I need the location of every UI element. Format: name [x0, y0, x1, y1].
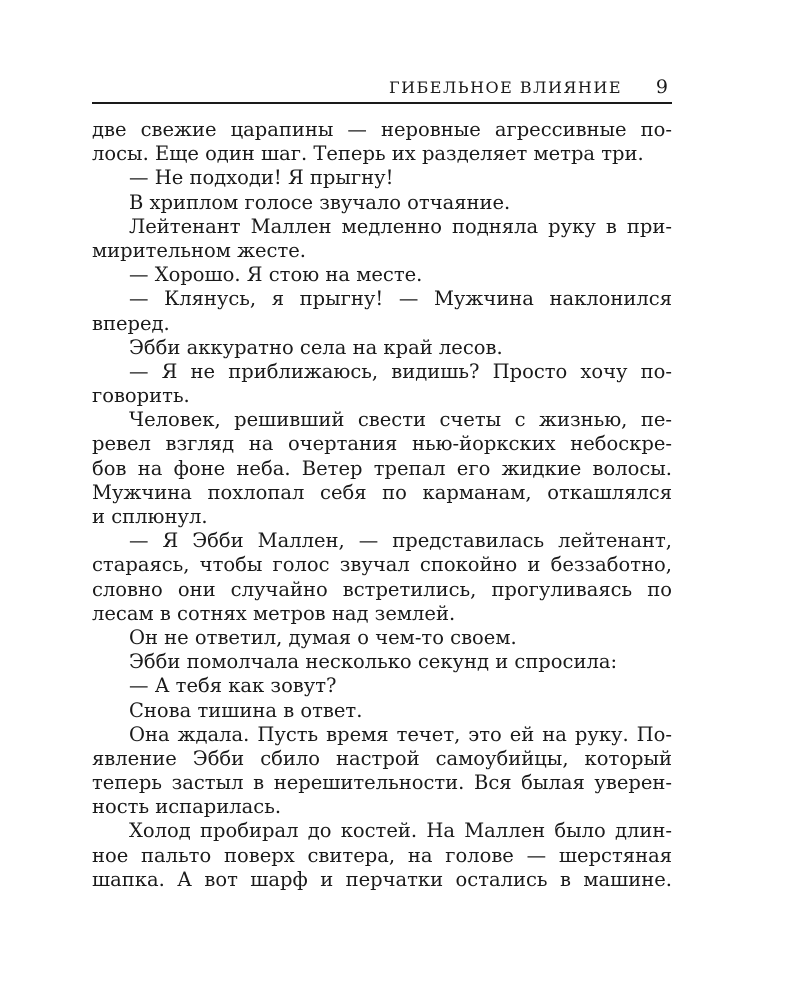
text-line: явление Эбби сбило настрой самоубийцы, который — [92, 746, 672, 770]
text-line: — Не подходи! Я прыгну! — [129, 166, 394, 190]
text-line: Он не ответил, думая о чем-то своем. — [129, 625, 517, 649]
text-line: Она ждала. Пусть время течет, это ей на руку. По- — [129, 722, 672, 746]
text-line: ность испарилась. — [92, 795, 282, 819]
text-line: мирительном жесте. — [92, 238, 307, 262]
text-line: и сплюнул. — [92, 505, 208, 528]
text-line: лосы. Еще один шаг. Теперь их разделяет метра три. — [92, 142, 644, 166]
text-line: Мужчина похлопал себя по карманам, откашлялся — [92, 480, 672, 504]
text-line: Эбби аккуратно села на край лесов. — [129, 335, 503, 359]
text-line: бов на фоне неба. Ветер трепал его жидкие волосы. — [92, 456, 672, 480]
text-line: две свежие царапины — неровные агрессивные по- — [92, 118, 672, 141]
text-line: — Я не приближаюсь, видишь? Просто хочу по- — [129, 359, 672, 383]
text-line: теперь застыл в нерешительности. Вся былая уверен- — [92, 771, 672, 795]
text-line: словно они случайно встретились, прогуливаясь по — [92, 577, 672, 601]
text-line: лесам в сотнях метров над землей. — [92, 601, 456, 625]
body-text — [92, 118, 672, 892]
text-line: — Клянусь, я прыгну! — Мужчина наклонился — [129, 287, 672, 311]
text-line: Холод пробирал до костей. На Маллен было длин- — [129, 819, 672, 843]
text-line: Лейтенант Маллен медленно подняла руку в при- — [129, 214, 672, 238]
text-line: Снова тишина в ответ. — [129, 698, 363, 722]
page-number: 9 — [655, 76, 668, 98]
text-line: шапка. А вот шарф и перчатки остались в машине. — [92, 867, 672, 891]
text-line: В хриплом голосе звучало отчаяние. — [129, 190, 511, 214]
text-line: — Я Эбби Маллен, — представилась лейтенант, — [129, 529, 672, 553]
running-title: ГИБЕЛЬНОЕ ВЛИЯНИЕ — [388, 78, 622, 97]
text-line: ное пальто поверх свитера, на голове — шерстяная — [92, 843, 672, 867]
text-line: ревел взгляд на очертания нью-йоркских небоскре- — [92, 432, 672, 456]
text-line: — Хорошо. Я стою на месте. — [129, 263, 423, 287]
text-line: вперед. — [92, 311, 170, 335]
text-line: Человек, решивший свести счеты с жизнью, пе- — [129, 408, 672, 432]
text-line: стараясь, чтобы голос звучал спокойно и беззаботно, — [92, 553, 672, 577]
running-header — [92, 76, 672, 104]
text-line: Эбби помолчала несколько секунд и спросила: — [129, 650, 618, 674]
text-line: — А тебя как зовут? — [129, 674, 337, 698]
text-line: говорить. — [92, 384, 190, 408]
